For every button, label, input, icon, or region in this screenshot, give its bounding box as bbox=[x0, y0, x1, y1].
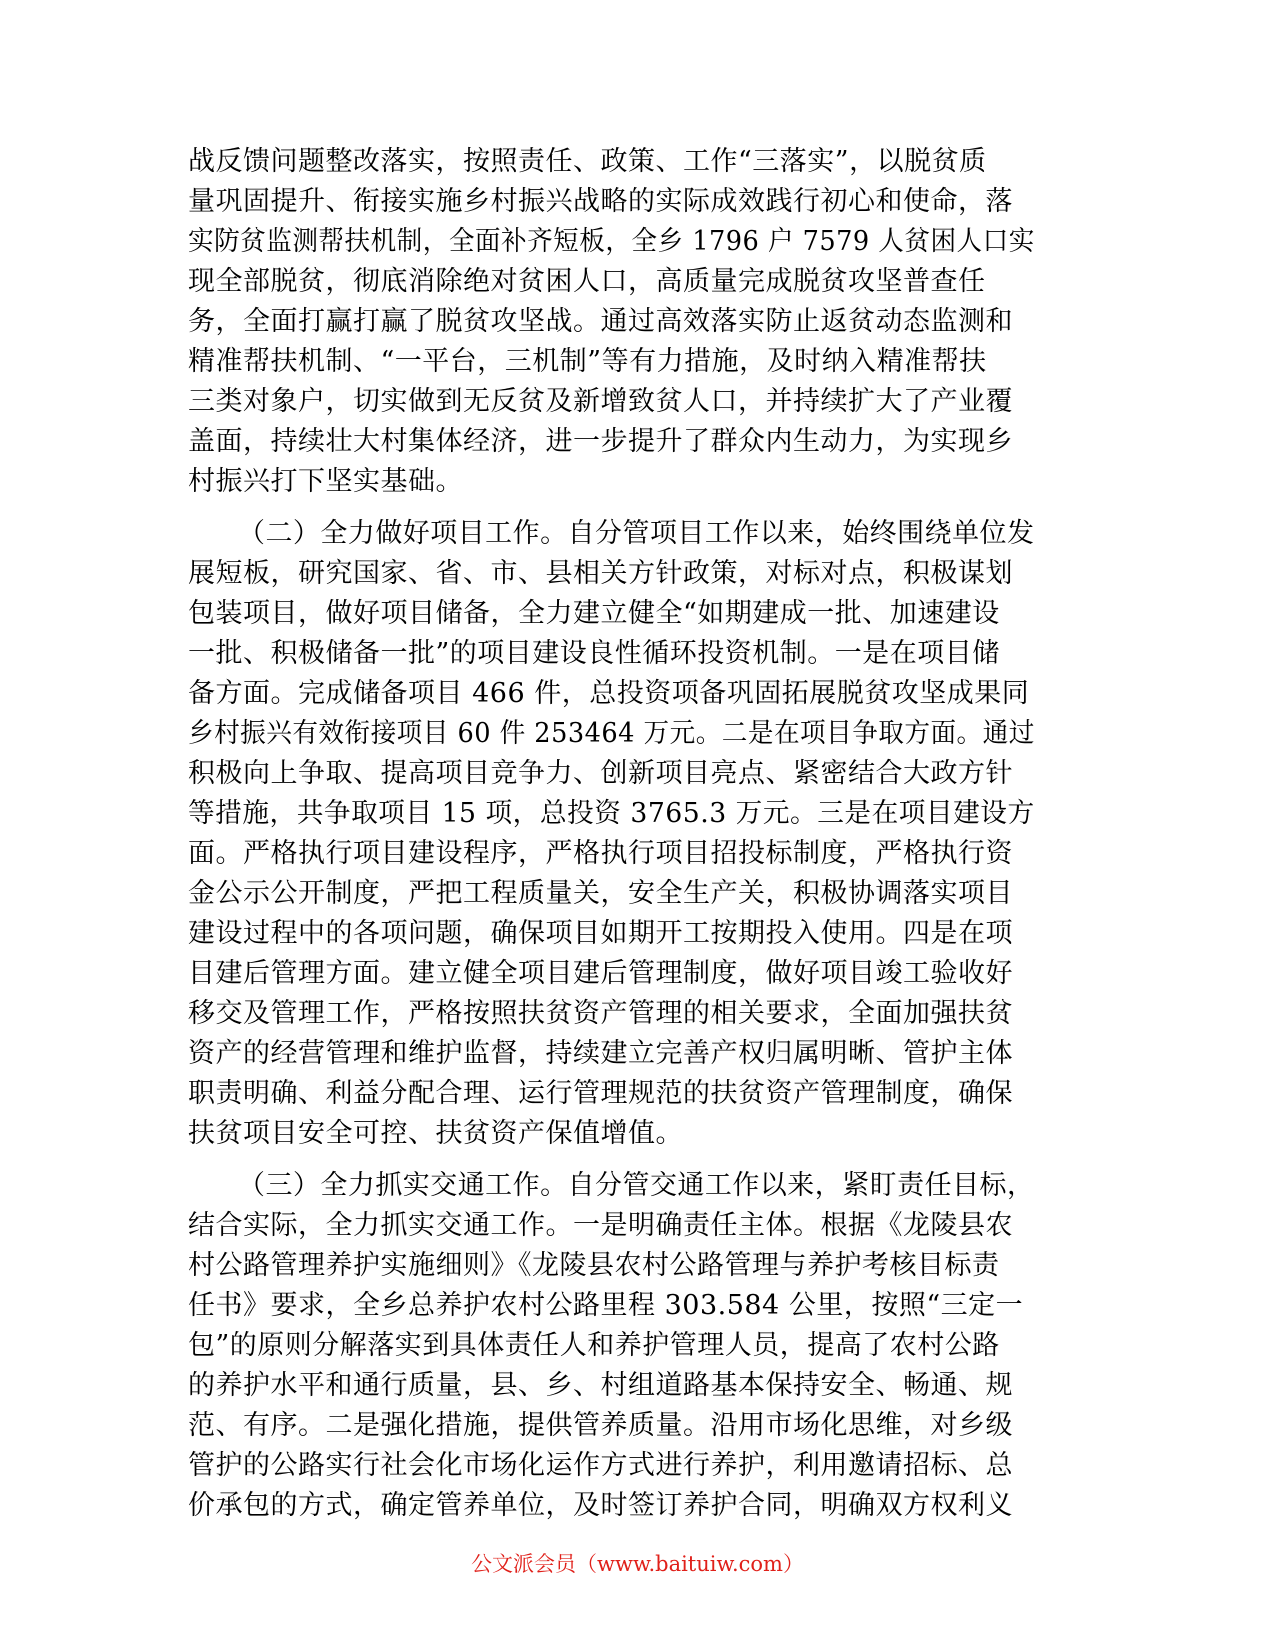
body-line: 目建后管理方面。建立健全项目建后管理制度，做好项目竣工验收好 bbox=[188, 958, 1013, 989]
body-line: 移交及管理工作，严格按照扶贫资产管理的相关要求，全面加强扶贫 bbox=[188, 998, 1013, 1029]
body-line: 村振兴打下坚实基础。 bbox=[188, 466, 463, 497]
body-line: 积极向上争取、提高项目竞争力、创新项目亮点、紧密结合大政方针 bbox=[188, 758, 1013, 789]
body-line: 实防贫监测帮扶机制，全面补齐短板，全乡 1796 户 7579 人贫困人口实 bbox=[188, 226, 1035, 257]
body-line: 村公路管理养护实施细则》《龙陵县农村公路管理与养护考核目标责 bbox=[188, 1250, 1000, 1281]
body-line: 管护的公路实行社会化市场化运作方式进行养护，利用邀请招标、总 bbox=[188, 1450, 1013, 1481]
paragraph-heading-line: （三）全力抓实交通工作。自分管交通工作以来，紧盯责任目标， bbox=[238, 1170, 1035, 1201]
body-line: 务，全面打赢打赢了脱贫攻坚战。通过高效落实防止返贫动态监测和 bbox=[188, 306, 1013, 337]
body-line: 战反馈问题整改落实，按照责任、政策、工作“三落实”，以脱贫质 bbox=[188, 146, 987, 177]
body-line: 资产的经营管理和维护监督，持续建立完善产权归属明晰、管护主体 bbox=[188, 1038, 1013, 1069]
body-line: 结合实际，全力抓实交通工作。一是明确责任主体。根据《龙陵县农 bbox=[188, 1210, 1013, 1241]
body-line: 扶贫项目安全可控、扶贫资产保值增值。 bbox=[188, 1118, 683, 1149]
body-line: 面。严格执行项目建设程序，严格执行项目招投标制度，严格执行资 bbox=[188, 838, 1013, 869]
body-line: 建设过程中的各项问题，确保项目如期开工按期投入使用。四是在项 bbox=[188, 918, 1013, 949]
body-line: 范、有序。二是强化措施，提供管养质量。沿用市场化思维，对乡级 bbox=[188, 1410, 1013, 1441]
body-line: 备方面。完成储备项目 466 件，总投资项备巩固拓展脱贫攻坚成果同 bbox=[188, 678, 1030, 709]
body-line: 量巩固提升、衔接实施乡村振兴战略的实际成效践行初心和使命，落 bbox=[188, 186, 1013, 217]
body-line: 价承包的方式，确定管养单位，及时签订养护合同，明确双方权利义 bbox=[188, 1490, 1013, 1521]
body-line: 包装项目，做好项目储备，全力建立健全“如期建成一批、加速建设 bbox=[188, 598, 1000, 629]
body-line: 三类对象户，切实做到无反贫及新增致贫人口，并持续扩大了产业覆 bbox=[188, 386, 1013, 417]
body-line: 现全部脱贫，彻底消除绝对贫困人口，高质量完成脱贫攻坚普查任 bbox=[188, 266, 986, 297]
body-line: 一批、积极储备一批”的项目建设良性循环投资机制。一是在项目储 bbox=[188, 638, 1000, 669]
body-line: 的养护水平和通行质量，县、乡、村组道路基本保持安全、畅通、规 bbox=[188, 1370, 1013, 1401]
body-line: 展短板，研究国家、省、市、县相关方针政策，对标对点，积极谋划 bbox=[188, 558, 1013, 589]
body-line: 包”的原则分解落实到具体责任人和养护管理人员，提高了农村公路 bbox=[188, 1330, 1000, 1361]
body-line: 任书》要求，全乡总养护农村公路里程 303.584 公里，按照“三定一 bbox=[188, 1290, 1024, 1321]
body-line: 精准帮扶机制、“一平台，三机制”等有力措施，及时纳入精准帮扶 bbox=[188, 346, 987, 377]
paragraph-heading-line: （二）全力做好项目工作。自分管项目工作以来，始终围绕单位发 bbox=[238, 518, 1035, 549]
body-line: 盖面，持续壮大村集体经济，进一步提升了群众内生动力，为实现乡 bbox=[188, 426, 1013, 457]
body-line: 职责明确、利益分配合理、运行管理规范的扶贫资产管理制度，确保 bbox=[188, 1078, 1013, 1109]
body-line: 等措施，共争取项目 15 项，总投资 3765.3 万元。三是在项目建设方 bbox=[188, 798, 1035, 829]
body-line: 金公示公开制度，严把工程质量关，安全生产关，积极协调落实项目 bbox=[188, 878, 1013, 909]
footer-watermark: 公文派会员（www.baituiw.com） bbox=[471, 1552, 804, 1576]
body-line: 乡村振兴有效衔接项目 60 件 253464 万元。二是在项目争取方面。通过 bbox=[188, 718, 1035, 749]
